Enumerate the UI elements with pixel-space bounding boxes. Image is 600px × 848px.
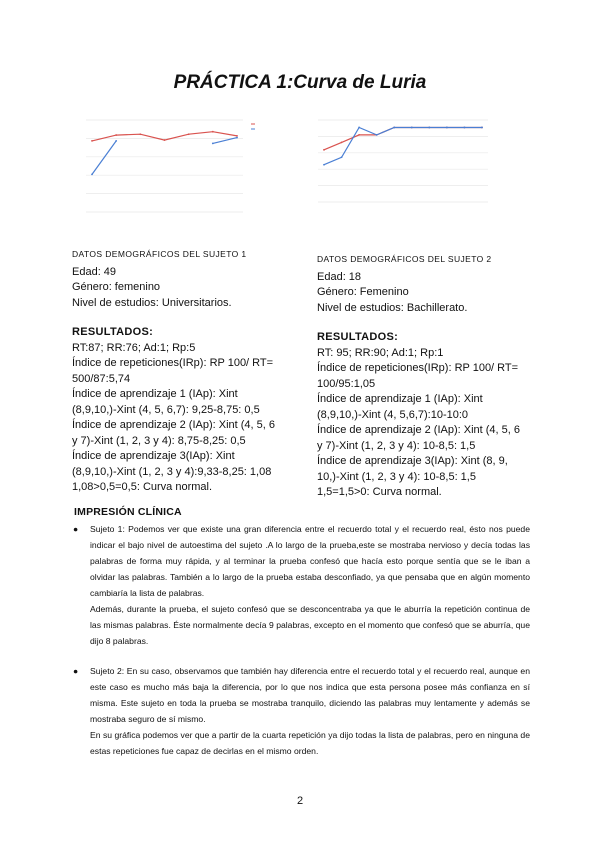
subject-2-gender: Género: Femenino: [317, 286, 409, 298]
subject-2-result-line: Índice de aprendizaje 2 (IAp): Xint (4, 5, 6: [317, 424, 521, 436]
subject-2-result-line: RT: 95; RR:90; Ad:1; Rp:1: [317, 346, 444, 359]
subject-2-column: [317, 252, 532, 501]
subject-2-result-line: Índice de aprendizaje 3(IAp): Xint (8, 9,: [317, 455, 508, 467]
subject-1-results-heading: RESULTADOS:: [72, 326, 154, 338]
subject-1-result-line: Índice de aprendizaje 3(IAp): Xint: [72, 450, 235, 462]
subject-1-result-line: (8,9,10,)-Xint (1, 2, 3 y 4):9,33-8,25: 1,08: [72, 465, 272, 478]
subject-2-demographics-heading: DATOS DEMOGRÁFICOS DEL SUJETO 2: [317, 254, 492, 264]
subject-2-results-heading: RESULTADOS:: [317, 331, 399, 343]
page-title: PRÁCTICA 1:Curva de Luria: [173, 72, 427, 93]
page-number: 2: [296, 795, 304, 807]
chart-2-series-2-line: [324, 128, 482, 165]
chart-subject-1: [72, 112, 272, 224]
subject-1-result-line: Índice de aprendizaje 2 (IAp): Xint (4, 5, 6: [72, 419, 276, 431]
chart-2-svg: [312, 114, 494, 224]
subject-2-paragraph-2: En su gráfica podemos ver que a partir de la cuarta repetición ya dijo todas la lista de palabras, pero en ninguna de estas repeticiones fue capaz de decirlas en el mismo orden.: [90, 730, 530, 756]
subject-1-age: Edad: 49: [72, 265, 117, 278]
subject-2-result-line: Índice de aprendizaje 1 (IAp): Xint: [317, 393, 483, 405]
chart-1-series-2-line: [92, 141, 116, 175]
chart-subject-2: [312, 114, 494, 224]
bullet-icon: ●: [73, 524, 79, 534]
subject-2-paragraph: Sujeto 2: En su caso, observamos que también hay diferencia entre el recuerdo total y el recuerdo real, aunque en este caso es mucho más baja la diferencia, por lo que nos indica que esta persona posee más confianza en sí misma. Este sujeto en toda la prueba se mostraba tranquilo, diciendo las palabras muy lentamente y además se mostraba seguro de sí mismo.: [90, 666, 530, 724]
subject-2-result-line: 100/95:1,05: [317, 377, 376, 390]
subject-2-education: Nivel de estudios: Bachillerato.: [317, 301, 468, 314]
impresion-list: [73, 521, 530, 759]
subject-2-result-line: (8,9,10,)-Xint (4, 5,6,7):10-10:0: [317, 408, 469, 421]
subject-2-result-line: Índice de repeticiones(IRp): RP 100/ RT=: [317, 362, 519, 374]
subject-2-result-line: y 7)-Xint (1, 2, 3 y 4): 10-8,5: 1,5: [317, 439, 476, 452]
subject-1-paragraph: Sujeto 1: Podemos ver que existe una gran diferencia entre el recuerdo total y el recuerdo real, ésto nos puede indicar el bajo nivel de autoestima del sujeto .A lo largo de la prueba,este se mostraba nervioso y decía todas las palabras de forma muy rápida, y al terminar la prueba confesó que hacía esto porque sentía que se le iban a olvidar las palabras. También a lo largo de la prueba estaba desconfiado, ya que pensaba que en algún momento cambiaría la lista de palabras.: [90, 524, 530, 598]
subject-1-result-line: Índice de aprendizaje 1 (IAp): Xint: [72, 388, 238, 400]
subject-2-result-line: 10,)-Xint (1, 2, 3 y 4): 10-8,5: 1,5: [317, 470, 476, 483]
bullet-icon: ●: [73, 666, 79, 676]
subject-1-column: [72, 247, 292, 496]
subject-1-result-line: 500/87:5,74: [72, 372, 131, 385]
subject-1-result-line: Índice de repeticiones(IRp): RP 100/ RT=: [72, 357, 274, 369]
subject-1-result-line: y 7)-Xint (1, 2, 3 y 4): 8,75-8,25: 0,5: [72, 434, 246, 447]
subject-2-age: Edad: 18: [317, 270, 362, 283]
list-item: [73, 663, 530, 759]
subject-1-result-line: (8,9,10,)-Xint (4, 5, 6,7): 9,25-8,75: 0,5: [72, 403, 260, 416]
subject-1-demographics-heading: DATOS DEMOGRÁFICOS DEL SUJETO 1: [72, 249, 247, 259]
subject-1-result-line: RT:87; RR:76; Ad:1; Rp:5: [72, 341, 196, 354]
subject-1-paragraph-2: Además, durante la prueba, el sujeto confesó que se desconcentraba ya que le aburría la repetición continua de las mismas palabras. Éste normalmente decía 9 palabras, excepto en el momento que confesó que se aburría, que dijo 8 palabras.: [90, 604, 530, 646]
subject-1-gender: Género: femenino: [72, 281, 161, 293]
list-item: [73, 521, 530, 649]
chart-1-svg: [72, 112, 272, 224]
subject-1-result-line: 1,08>0,5=0,5: Curva normal.: [72, 481, 213, 493]
subject-2-result-line: 1,5=1,5>0: Curva normal.: [317, 486, 442, 498]
chart-1-series-1-line: [92, 132, 237, 141]
subject-1-education: Nivel de estudios: Universitarios.: [72, 296, 232, 309]
impresion-clinica-heading: IMPRESIÓN CLÍNICA: [74, 506, 182, 518]
